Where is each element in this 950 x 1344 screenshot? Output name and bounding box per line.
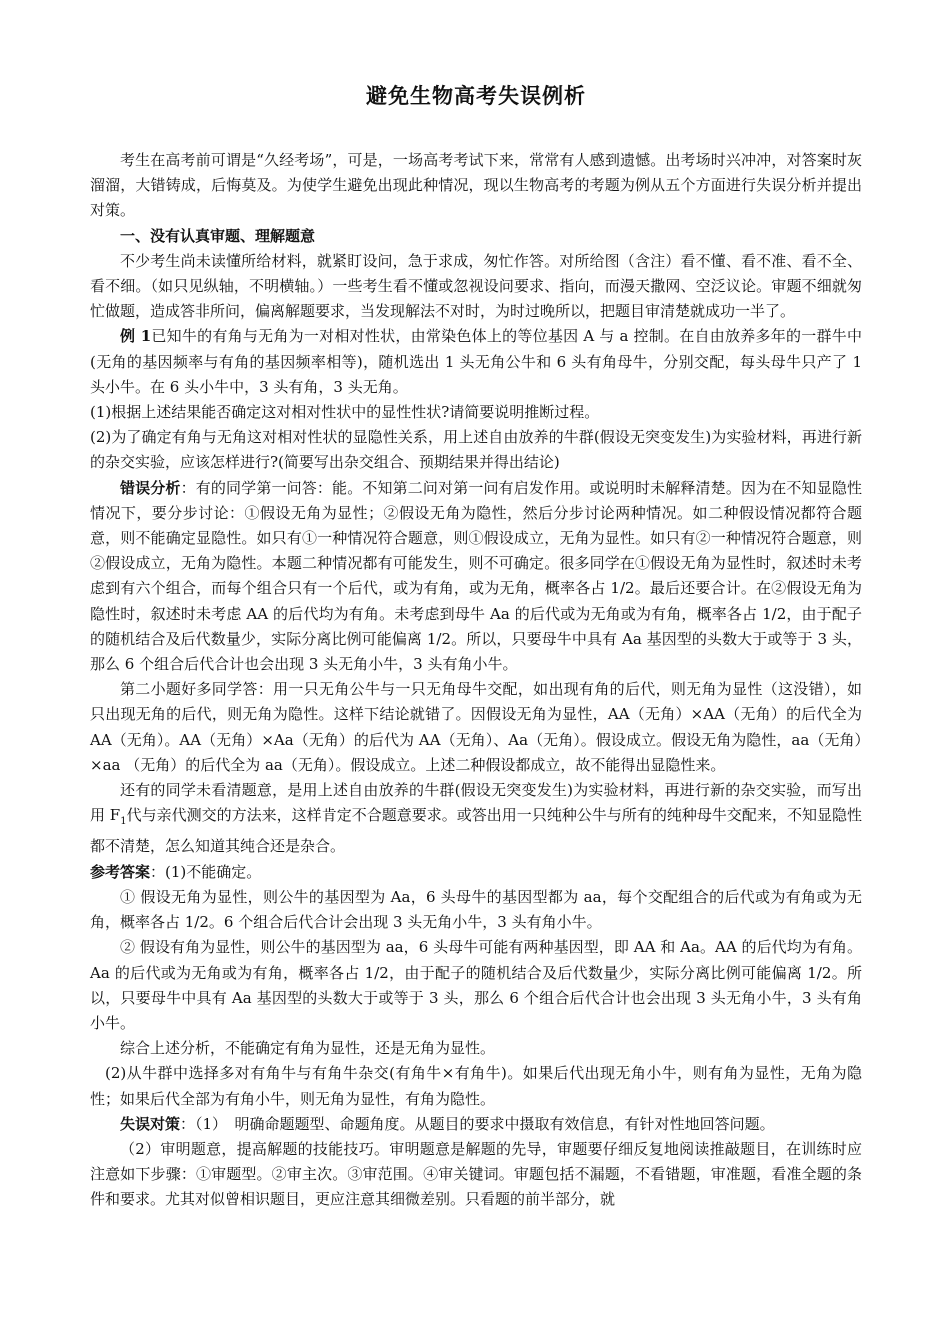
intro-paragraph: 考生在高考前可谓是“久经考场”，可是，一场高考考试下来，常常有人感到遗憾。出考场时兴冲冲，对答案时灰溜溜，大错铸成，后悔莫及。为使学生避免出现此种情况，现以生物高考的考题为例从五个方面进行失误分析并提出对策。 bbox=[90, 151, 862, 220]
answer-summary: 综合上述分析，不能确定有角为显性，还是无角为显性。 bbox=[120, 1039, 496, 1058]
f1-subscript: 1 bbox=[120, 816, 127, 828]
example-1-paragraph bbox=[90, 324, 862, 400]
strategy-1: ：（1） 明确命题题型、命题角度。从题目的要求中摄取有效信息，有针对性地回答问题。 bbox=[180, 1114, 775, 1133]
example-1-text: 已知牛的有角与无角为一对相对性状，由常染色体上的等位基因 A 与 a 控制。在自由放养多年的一群牛中(无角的基因频率与有角的基因频率相等)，随机选出 1 头无角公牛和 6 头有角母牛，分别交配，每头母牛只产了 1 头小牛。在 6 头小牛中，3 头有角，3 头无角。 bbox=[90, 327, 862, 396]
strategy-2: （2）审明题意，提高解题的技能技巧。审明题意是解题的先导，审题要仔细反复地阅读推敲题目，在训练时应注意如下步骤：①审题型。②审主次。③审范围。④审关键词。审题包括不漏题，不看错题，审准题，看准全题的条件和要求。尤其对似曾相识题目，更应注意其细微差别。只看题的前半部分，就 bbox=[90, 1139, 862, 1209]
other-students-text-a: 还有的同学未看清题意，是用上述自由放养的牛群(假设无突变发生)为实验材料，再进行新的杂交实验，而写出用 F bbox=[90, 781, 862, 825]
answer-2: (2)从牛群中选择多对有角牛与有角牛杂交(有角牛×有角牛)。如果后代出现无角小牛，则有角为显性，无角为隐性；如果后代全部为有角小牛，则无角为显性，有角为隐性。 bbox=[90, 1064, 862, 1108]
question-2: (2)为了确定有角与无角这对相对性状的显隐性关系，用上述自由放养的牛群(假设无突变发生)为实验材料，再进行新的杂交实验，应该怎样进行?(简要写出杂交组合、预期结果并得出结论) bbox=[90, 428, 862, 472]
section-1-heading: 一、没有认真审题、理解题意 bbox=[120, 226, 316, 245]
strategy-paragraph bbox=[90, 1112, 862, 1137]
answer-paragraph bbox=[90, 860, 862, 885]
other-students-paragraph bbox=[90, 778, 862, 860]
answer-colon: ： bbox=[150, 862, 166, 881]
document-title: 避免生物高考失误例析 bbox=[366, 84, 586, 108]
answer-case-2: ② 假设有角为显性，则公牛的基因型为 aa，6 头母牛可能有两种基因型，即 AA 和 Aa。AA 的后代均为有角。Aa 的后代或为无角或为有角，概率各占 1/2，由于配子的随机结合及后代数量少，实际分离比例可能偏离 1/2。所以，只要母牛中具有 Aa 基因型的头数大于或等于 3 头，那么 6 个组合后代合计也会出现 3 头无角小牛，3 头有角小牛。 bbox=[90, 938, 862, 1032]
strategy-label: 失误对策 bbox=[120, 1114, 181, 1133]
answer-1: (1)不能确定。 bbox=[165, 862, 262, 881]
section-1-paragraph: 不少考生尚未读懂所给材料，就紧盯设问，急于求成，匆忙作答。对所给图（含注）看不懂、看不准、看不全、看不细。（如只见纵轴，不明横轴。）一些考生看不懂或忽视设问要求、指向，而漫天撒网、空泛议论。审题不细就匆忙做题，造成答非所问，偏离解题要求，当发现解法不对时，为时过晚所以，把题目审清楚就成功一半了。 bbox=[90, 251, 862, 321]
document-page bbox=[90, 80, 862, 1213]
other-students-text-b: 代与亲代测交的方法来，这样肯定不合题意要求。或答出用一只纯种公牛与所有的纯种母牛交配来，不知显隐性都不清楚，怎么知道其纯合还是杂合。 bbox=[90, 806, 862, 856]
example-1-label: 例 1 bbox=[120, 327, 152, 346]
answer-label: 参考答案 bbox=[90, 862, 151, 881]
error-analysis-paragraph bbox=[90, 476, 862, 678]
error-analysis-label: 错误分析 bbox=[120, 478, 181, 497]
second-question-paragraph: 第二小题好多同学答：用一只无角公牛与一只无角母牛交配，如出现有角的后代，则无角为显性（这没错），如只出现无角的后代，则无角为隐性。这样下结论就错了。因假设无角为显性，AA（无角）×AA（无角）的后代全为 AA（无角）。AA（无角）×Aa（无角）的后代为 AA（无角）、Aa（无角）。假设成立。假设无角为隐性，aa（无角）×aa （无角）的后代全为 aa（无角）。假设成立。上述二种假设都成立，故不能得出显隐性来。 bbox=[90, 680, 862, 774]
answer-case-1: ① 假设无角为显性，则公牛的基因型为 Aa，6 头母牛的基因型都为 aa，每个交配组合的后代或为有角或为无角，概率各占 1/2。6 个组合后代合计会出现 3 头无角小牛，3 头有角小牛。 bbox=[90, 887, 862, 932]
question-1: (1)根据上述结果能否确定这对相对性状中的显性性状?请简要说明推断过程。 bbox=[90, 403, 600, 422]
error-analysis-text: ：有的同学第一问答：能。不知第二问对第一问有启发作用。或说明时未解释清楚。因为在不知显隐性情况下，要分步讨论：①假设无角为显性；②假设无角为隐性，然后分步讨论两种情况。如二种假设情况都符合题意，则不能确定显隐性。如只有①一种情况符合题意，则①假设成立，无角为显性。如只有②一种情况符合题意，则②假设成立，无角为隐性。本题二种情况都有可能发生，则不可确定。很多同学在①假设无角为显性时，叙述时未考虑到有六个组合，而每个组合只有一个后代，或为有角，或为无角，概率各占 1/2。最后还要合计。在②假设无角为隐性时，叙述时未考虑 AA 的后代均为有角。未考虑到母牛 Aa 的后代或为无角或为有角，概率各占 1/2，由于配子的随机结合及后代数量少，实际分离比例可能偏离 1/2。所以，只要母牛中具有 Aa 基因型的头数大于或等于 3 头，那么 6 个组合后代合计也会出现 3 头无角小牛，3 头有角小牛。 bbox=[90, 478, 862, 674]
